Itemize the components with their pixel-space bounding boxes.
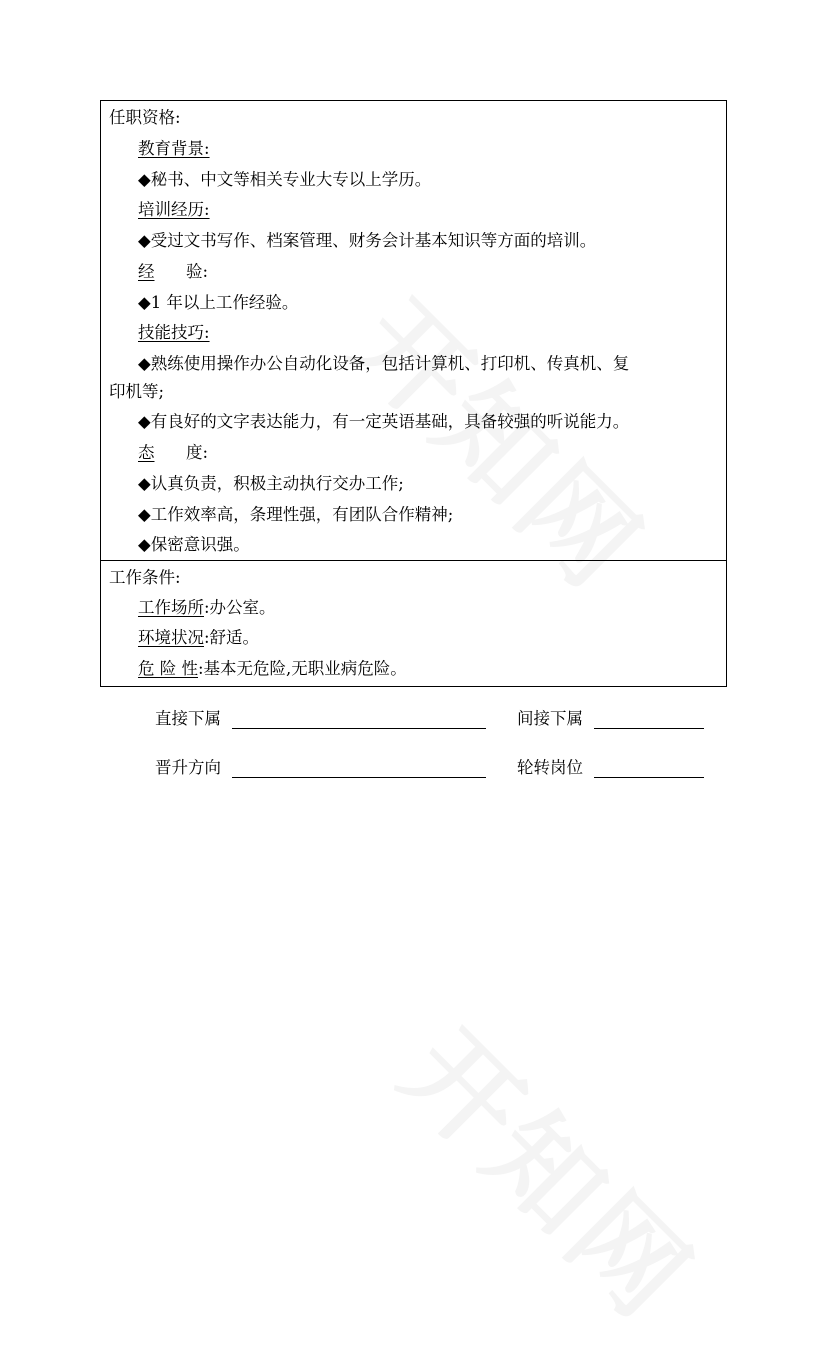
skills-label: 技能技巧: [138,323,210,342]
risk-value: :基本无危险,无职业病危险。 [198,659,407,678]
qualifications-section [100,100,727,561]
environment-row [138,628,259,648]
attitude-item-2: ◆工作效率高，条理性强，有团队合作精神; [138,505,454,524]
skills-item-1-continued: 印机等; [109,382,165,401]
watermark-bottom [375,990,733,1348]
risk-label: 危 险 性 [138,659,198,678]
conditions-section [100,560,727,687]
attitude-label: 态 度: [138,443,208,462]
training-item: ◆受过文书写作、档案管理、财务会计基本知识等方面的培训。 [138,231,597,250]
skills-item-2: ◆有良好的文字表达能力，有一定英语基础，具备较强的听说能力。 [138,412,630,431]
skills-item-1: ◆熟练使用操作办公自动化设备，包括计算机、打印机、传真机、复 [138,354,630,373]
promotion-field[interactable] [232,777,486,778]
education-label: 教育背景: [138,139,210,158]
indirect-subordinate-field[interactable] [594,728,704,729]
environment-label: 环境状况 [138,628,204,647]
attitude-item-1: ◆认真负责，积极主动执行交办工作; [138,474,404,493]
promotion-label: 晋升方向 [155,758,221,777]
education-item: ◆秘书、中文等相关专业大专以上学历。 [138,170,432,189]
experience-label: 经 验: [138,262,208,281]
qualifications-heading: 任职资格: [109,108,181,127]
place-value: :办公室。 [204,598,276,617]
conditions-heading: 工作条件: [109,568,181,587]
experience-item: ◆1 年以上工作经验。 [138,293,299,312]
place-row [138,598,276,618]
attitude-item-3: ◆保密意识强。 [138,535,250,554]
risk-row [138,659,407,679]
direct-subordinate-label: 直接下属 [155,709,221,728]
environment-value: :舒适。 [204,628,260,647]
place-label: 工作场所 [138,598,204,617]
rotation-label: 轮转岗位 [517,758,583,777]
rotation-field[interactable] [594,777,704,778]
training-label: 培训经历: [138,200,210,219]
indirect-subordinate-label: 间接下属 [517,709,583,728]
direct-subordinate-field[interactable] [232,728,486,729]
